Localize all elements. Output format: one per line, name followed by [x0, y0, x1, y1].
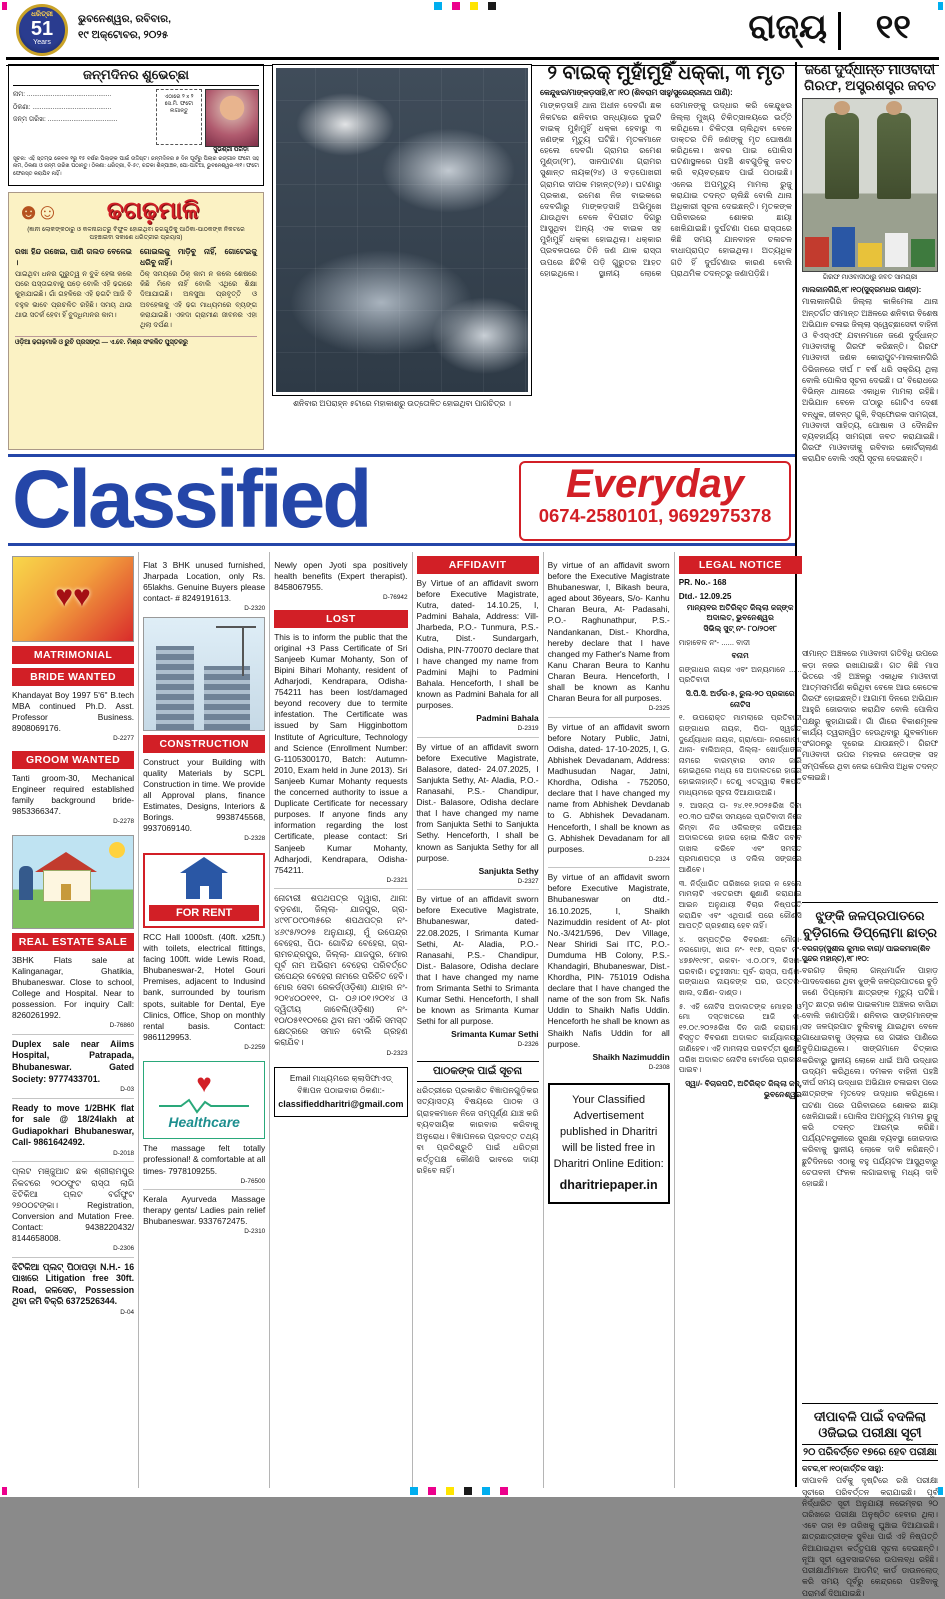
classified-ad [143, 928, 265, 1055]
classified-column-1 [8, 552, 139, 1488]
page-number: ୧୧ [875, 8, 911, 46]
house-door [61, 884, 71, 900]
news-column [802, 62, 938, 1598]
ad-id: D-2323 [386, 1049, 408, 1057]
humor-title: ଢଗଢ଼ମାଳି [106, 197, 200, 224]
classified-column-3 [270, 552, 412, 1488]
birthday-field-dob: ଜନ୍ମ ତାରିଖ: ...................................... [13, 116, 118, 124]
logo-years-label: Years [33, 39, 51, 46]
legal-notice-header: LEGAL NOTICE [679, 556, 802, 574]
masthead-date: ୧୯ ଅକ୍ଟୋବର, ୨୦୨୫ [78, 28, 169, 41]
epaper-url: dharitriepaper.in [559, 1177, 658, 1192]
article-dateline: ବରଗଡ଼(ସୁଶୀଲ କୁମାର ବାଗ)/ ପାଇକମାଳ(ଶିବ ସୁନ୍ଦର ମହାନ୍ତ),୧୮।୧୦: [802, 943, 931, 963]
birthday-child-photo [205, 89, 259, 147]
affidavit-ad [417, 574, 539, 737]
construction-image [143, 617, 265, 731]
legal-signature: ସ୍ୱା/- ବିଚାରପତି, ଅତିରିକ୍ତ ଜିଲ୍ଲା ଜଜ୍, ଭୁବନେଶ୍ୱର [685, 1078, 802, 1099]
ad-id: D-2259 [244, 1043, 266, 1051]
ad-id: D-2325 [648, 705, 670, 713]
ad-text: Newly open Jyoti spa positively health benefits (Expert therapist). 8458067955. [274, 560, 408, 593]
classified-column-5 [544, 552, 675, 1488]
birthday-title: ଜନ୍ମଦିନର ଶୁଭେଚ୍ଛା [13, 67, 259, 86]
humor-subtitle: (ଜ୍ଞାନୀ ଲୋକଙ୍କଠାରୁ ଓ କଳନାଜାତରୁ ବିଫୁଳ ହୋଇଥିବା ଢଗଗୁଡ଼ିକୁ ପାଠିକା-ପାଠକଙ୍କ ନିକଟରେ ପହଞ୍ଚାଇବା ସକାଶେ ଧରିତ୍ରୀର ପ୍ରୟାସ) [27, 226, 245, 242]
classified-phone-numbers: 0674-2580101, 9692975378 [538, 505, 772, 526]
affidavit-ad [548, 867, 670, 1075]
construction-header: CONSTRUCTION [143, 735, 265, 753]
classified-ad [274, 556, 407, 606]
classified-ad [12, 769, 134, 830]
article-body: ମାଲକାନଗିରି ଜିଲ୍ଲା କାଳିମେଳା ଥାନା ଅନ୍ତର୍ଗତ ସୀମାନ୍ତ ଅଞ୍ଚଳରେ ଶନିବାର ବିଶେଷ ଅଭିଯାନ ଚଳାଇ ଜିଲ୍ଲା ସ୍ୱେଚ୍ଛାସେବୀ ବାହିନୀ ଓ ବିଏସ୍ଏଫ୍ ଯବାନମାନେ ଜଣେ ଦୁର୍ଦ୍ଧାନ୍ତ ମାଓବାଦୀକୁ ଗିରଫ କରିଛନ୍ତି। ଗିରଫ ମାଓବାଦୀ ଜଣକ କୋରାପୁଟ-ମାଲକାନଗିରି ଡିଭିଜନରେ ଦୀର୍ଘ ୮ ବର୍ଷ ଧରି ସକ୍ରିୟ ଥିଲା ବୋଲି ପୋଲିସ ସୂଚନା ଦେଇଛି। ତା' ବିରୋଧରେ ବିଭିନ୍ନ ଥାନାରେ ଏକାଧିକ ମାମଲା ରହିଛି। ଅଭିଯାନ ବେଳେ ତା'ଠାରୁ ଗୋଟିଏ ଦେଶୀ ବନ୍ଧୁକ, ଜୀବନ୍ତ ଗୁଳି, ବିସ୍ଫୋରକ ସାମଗ୍ରୀ, ମାଓବାଦୀ ସାହିତ୍ୟ, ପୋଷାକ ଓ ଦୈନନ୍ଦିନ ବ୍ୟବହାର୍ଯ୍ୟ ସାମଗ୍ରୀ ଜବତ କରାଯାଇଛି। ଗିରଫ ମାଓବାଦୀକୁ ରବିବାର କୋର୍ଟଚାଲାଣ କରାଯିବ ବୋଲି ଏସ୍ପି ସୂଚନା ଦେଇଛନ୍ତି। [802, 297, 938, 464]
logo-name: ଧରିତ୍ରୀ [31, 11, 53, 18]
registration-mark [938, 1487, 943, 1495]
headline-line: ଜଣେ ଦୁର୍ଦ୍ଧାନ୍ତ ମାଓବାଦୀ [804, 62, 936, 77]
birthday-note: ସୂଚନା: ଏହି ସ୍ତମ୍ଭ କେବଳ ୧ରୁ ୧୫ ବର୍ଷର ପିଲାଙ୍କ ପାଇଁ ଉଦ୍ଦିଷ୍ଟ। ଜନ୍ମଦିନର ୭ ଦିନ ପୂର୍ବରୁ ପିଲାର ରଙ୍ଗୀନ ଫଟୋ ସହ ନାମ, ଠିକଣା ଓ ଜନ୍ମ ତାରିଖ ପଠାନ୍ତୁ। ଠିକଣା: ଧରିତ୍ରୀ, ବି-୫୯, ଚନ୍ଦକା ଶିଳ୍ପାଞ୍ଚଳ, ପୋ-ପାଟିଆ, ଭୁବନେଶ୍ୱର-୩୧। ଫଟୋ ଫେରସ୍ତ କରାଯିବ ନାହିଁ। [13, 156, 259, 177]
bride-wanted-header: BRIDE WANTED [12, 668, 134, 686]
legal-paragraph: ୧. ଉପରୋକ୍ତ ମାମଲାରେ ପ୍ରତିବାଦୀ ଗଙ୍ଗାଧର ନାୟକ, ପିତା- ସ୍ୱର୍ଗତ ଦୁର୍ଯ୍ୟୋଧନ ନାୟକ, ଗ୍ରା/ପୋ- ନରଗୋଡ଼ା, ଥାନା- ବାଲିଅନ୍ତା, ଜିଲ୍ଲା- ଖୋର୍ଦ୍ଧାଙ୍କ ନାମରେ ବାରମ୍ବାର ସମନ ଜାରି ହୋଇଥିଲେ ମଧ୍ୟ ସେ ଅଦାଲତରେ ହାଜର ହୋଇନାହାନ୍ତି। ତେଣୁ ଏତଦ୍ଦ୍ୱାରା ବିଜ୍ଞପ୍ତି ମାଧ୍ୟମରେ ସୂଚନା ଦିଆଯାଉଅଛି। [678, 713, 802, 797]
everyday-box [519, 461, 791, 541]
classified-ad [143, 1189, 265, 1240]
real-estate-image [12, 835, 134, 929]
reader-notice-text: ଧରିତ୍ରୀରେ ପ୍ରକାଶିତ ବିଜ୍ଞାପନଗୁଡ଼ିକର ସତ୍ୟାସତ୍ୟ ବିଷୟରେ ପାଠକ ଓ ଗ୍ରାହକମାନେ ନିଜେ ସମ୍ପୂର୍ଣ୍ଣ ଯାଞ୍ଚ କରି ବ୍ୟବସାୟିକ କାରବାର କରିବାକୁ ଅନୁରୋଧ। ବିଜ୍ଞାପନରେ ପ୍ରଦତ୍ତ ତଥ୍ୟ ବା ପ୍ରତିଶ୍ରୁତି ପାଇଁ ଧରିତ୍ରୀ କର୍ତ୍ତୃପକ୍ଷ କୌଣସି ଭାବରେ ଦାୟୀ ରହିବେ ନାହିଁ। [416, 1085, 539, 1176]
verse-text: ପାଇଥିବା ଧନର ଗୁରୁତ୍ୱ ନ ବୁଝି ହେଳା କଲେ ପରେ ପସ୍ତାଇବାକୁ ପଡ଼େ ବୋଲି ଏହି ଢଗରେ କୁହାଯାଇଛି। ଗାଁ ଗହଳିରେ ଏହି ଢଗଟି ଆଜି ବି ବହୁଳ ଭାବେ ପ୍ରଚଳିତ ରହିଛି। ସମୟ ଥାଉ ଥାଉ ସତର୍କ ହେବା ହିଁ ବୁଦ୍ଧିମାନର କାମ। [15, 271, 132, 319]
article-headline: ଦୀପାବଳି ପାଇଁ ବଦଳିଲା ଓଜିଇଇ ପରୀକ୍ଷା ସୂଚୀ [802, 1403, 938, 1442]
ad-id: D-2018 [113, 1150, 135, 1157]
email-label: Email ମାଧ୍ୟମରେ କ୍ଲାସିଫାଏଡ୍ ବିଜ୍ଞାପନ ପଠାଇବାର ଠିକଣା:- [289, 1074, 392, 1096]
affidavit-ad [417, 889, 539, 1053]
ad-text: By virtue of an affidavit sworn before Executive Magistrate, Bhubaneswar on dtd.- 16.10.2025, I, Shaikh Nazimuddin resident of At- plot No.-3/421/596, Dev Village, Near Shiridi Sai ITC, P.O.- Dumduma HB Colony, P.S.- Khandagiri, Bhubaneswar, Dist.- Khordha, PIN- 751019 Odisha declare that I have changed the name of the son from Sk. Nafis Uddin to Shaikh Nafis Uddin. Henceforth he shall be known as Shaikh Nafis Uddin for all purpose. [547, 872, 670, 1049]
hearts-icon: ♥♥ [55, 580, 91, 613]
ad-id: D-76500 [240, 1177, 266, 1185]
legal-rule: ସି.ପି.ସି. ଅର୍ଡର-୫, ରୁଲ-୨୦ ପ୍ରକାରେ ନୋଟିସ [685, 689, 795, 709]
birthday-child-name: ସୁଭଶ୍ରୀ ପରିଡ଼ା [213, 147, 249, 153]
photo-placeholder-box: ଏଠାରେ ୨ x ୨ ସେ.ମି. ଫଟୋ ଲଗାନ୍ତୁ [156, 89, 202, 145]
humor-verse-right [140, 246, 257, 331]
affidavit-ad [548, 556, 670, 717]
birthday-wishes-box [8, 64, 264, 186]
affidavit-ad [548, 717, 670, 868]
masthead-city: ଭୁବନେଶ୍ୱର, ରବିବାର, [78, 13, 172, 25]
ad-text: ନୋଟାରୀ ଶପଥପତ୍ର ଦ୍ୱାରା, ଥାନା: ବଡ଼ଚଣା, ଜିଲ୍ଲା- ଯାଜପୁର, ଗ୍ରା- ୪୯୧୮୦୯୦୩୫ରେ ଶପଥପତ୍ର ନଂ- ୪୬୯୫/୨୦୨୫ ଅନୁଯାୟୀ, ମୁଁ ଉପେନ୍ଦ୍ର ବେହେରା, ପିତା- ଗୋବିନ୍ଦ ବେହେରା, ଗ୍ରା- ରାମଚନ୍ଦ୍ରପୁର, ଜିଲ୍ଲା- ଯାଜପୁର, ମୋର ପୂର୍ବ ନାମ ଅଭିରାମ ବେହେରା ପରିବର୍ତ୍ତେ ଉପେନ୍ଦ୍ର ବେହେରା ନାମରେ ପରିଚିତ ହେବି। ମୋର ସେବା ରେକର୍ଡ(ଓଡ଼ିଶା) ଯାହାର ନଂ- ୨୦୧୪୦୦୧୧୧, ତା- ୦୬।୦୧।୨୦୧୪ ଓ ଦ୍ୱିତୀୟ ଜାବେଲି(ଓଡ଼ିଶା) ନଂ- ୧୦/୦୫୧୧୦୧ରେ ଥିବା ନାମ ଏଣିକି ସମସ୍ତ କ୍ଷେତ୍ରରେ ସମାନ ବୋଲି ଗ୍ରହଣ କରାଯିବ। [274, 893, 408, 1048]
masthead-divider [838, 12, 841, 50]
humor-credit: ଓଡ଼ିଆ ଢଗଢ଼ମାଳି ଓ ରୁଚି ପ୍ରସଙ୍ଗ — ଏ.ବେ. ମିଶ୍ର ସଂକଳିତ ପୁସ୍ତକରୁ [15, 336, 257, 347]
classified-ad [274, 628, 407, 889]
registration-mark [488, 2, 496, 10]
seized-items-photo [802, 98, 938, 272]
ad-text: Ready to move 1/2BHK flat for sale @ 18/24lakh at Gudiapokhari Bhubaneswar, Call- 9861642492. [12, 1102, 135, 1148]
legal-paragraph: ୩. ନିର୍ଦ୍ଧାରିତ ତାରିଖରେ ହାଜର ନ ହେଲେ ମାମଲାଟି ଏକତରଫା ଶୁଣାଣି କରାଯାଇ ଆଇନ ଅନୁଯାୟୀ ବିଚାର ନିଷ୍ପତ୍ତି କରାଯିବ ଏବଂ ଏଥିପାଇଁ ପରେ କୌଣସି ଆପତ୍ତି ଗ୍ରହଣୀୟ ହେବ ନାହିଁ। [678, 878, 802, 931]
headline-line: ଗିରଫ, ଅସ୍ତ୍ରଶସ୍ତ୍ର ଜବତ [804, 78, 936, 94]
legal-paragraph: ୪. ସମ୍ପତ୍ତିର ବିବରଣୀ: ମୌଜା- ନରଗୋଡ଼ା, ଖାତା ନଂ- ୧୯୭, ପ୍ଲଟ ନଂ- ୪୭୭/୧୯୨୮, ରକବା- ଏ.୦.୦୮୨, କିସମ- ଘରବାରି। ଚତୁଃସୀମା: ପୂର୍ବ- ରାସ୍ତା, ପଶ୍ଚିମ- ଗଙ୍ଗାଧର ନାୟକଙ୍କ ଘର, ଉତ୍ତର- ଖାଲ, ଦକ୍ଷିଣ- ଦାଣ୍ଡ। [678, 934, 802, 997]
verse-title: ଗୋଇଲକୁ ମାଡ଼ିବୁ ନାହିଁ, ଗୋଟେଇକୁ ଧରିବୁ ନାହିଁ। [140, 247, 257, 268]
classified-banner [8, 454, 795, 546]
registration-mark [2, 1487, 7, 1495]
classified-wordmark: Classified [12, 454, 370, 545]
affidavit-ad [417, 737, 539, 890]
birthday-field-name: ନାମ: .............................................. [13, 91, 112, 98]
ad-text: ଝିଟିକିଆ ପ୍ଲଟ୍ ପିଠାପଡ଼ା N.H.- 16 ପାଖରେ Litigation free 30ft. Road, ଜଳସେଚ, Possession ଥିବା ଜମି ବିକ୍ରି 6372526344. [12, 1261, 135, 1307]
legal-date: Dtd.- 12.09.25 [678, 592, 732, 602]
humor-column-box [8, 192, 264, 450]
police-figure [877, 113, 911, 199]
police-figure [825, 113, 859, 199]
ad-text: Kerala Ayurveda Massage therapy gents/ Ladies pain relief Bhubaneswar. 9337672475. [143, 1194, 266, 1227]
registration-mark [2, 2, 7, 10]
ad-id: D-03 [120, 1086, 135, 1094]
ad-signature: Padmini Bahala [476, 713, 539, 724]
heart-icon: ♥ [196, 1068, 212, 1099]
ad-signature: Sanjukta Sethy [478, 865, 539, 876]
seized-item [858, 243, 882, 267]
ad-id: D-2327 [517, 877, 539, 885]
ad-id: D-2306 [113, 1245, 135, 1253]
ad-text: 3BHK Flats sale at Kalinganagar, Ghatikia, Bhubaneswar. Close to school, College and Hospital. Near to possession. For inquiry Call: 8260261992. [12, 954, 135, 1021]
classified-grid [8, 552, 802, 1488]
ad-signature: Shaikh Nazimuddin [592, 1051, 670, 1062]
registration-mark [434, 2, 442, 10]
legal-versus: ବନାମ [731, 651, 749, 661]
article-body: ମାଙ୍କଡ଼ସାହି ଥାନା ଅଧୀନ ଦେବଗାଁ ଛକ ନିକଟରେ ଶନିବାର ସନ୍ଧ୍ୟାରେ ଦୁଇଟି ବାଇକ୍ ମୁହାଁମୁହିଁ ଧକ୍କା ହେବାରୁ ୩ ଜଣଙ୍କ ମୃତ୍ୟୁ ଘଟିଛି। ମୃତକମାନେ ହେଲେ ଦେବଗାଁ ଗ୍ରାମର ରମେଶ ମୁଣ୍ଡା(୨୮), ସାନପାଟଣା ଗ୍ରାମର ସୁଶାନ୍ତ ନାୟକ(୨୪) ଓ ବଡ଼ପୋଖରୀ ଗ୍ରାମର ଦୀପକ ମହାନ୍ତ(୨୬)। ଘଟଣାରୁ ପ୍ରକାଶ, ରମେଶ ନିଜ ବାଇକରେ ଦେବଗାଁରୁ ମାଙ୍କଡ଼ସାହି ଅଭିମୁଖେ ଯାଉଥିବା ବେଳେ ବିପରୀତ ଦିଗରୁ ଆସୁଥିବା ଅନ୍ୟ ଏକ ବାଇକ ସହ ମୁହାଁମୁହିଁ ଧକ୍କା ହୋଇଥିଲା। ଧକ୍କାର ପ୍ରବଳତାରେ ତିନି ଜଣ ଯାକ ରାସ୍ତା ଉପରେ ଛିଟିକି ପଡ଼ି ଗୁରୁତର ଆହତ ହୋଇଥିଲେ। ସ୍ଥାନୀୟ ଲୋକେ ସେମାନଙ୍କୁ ଉଦ୍ଧାର କରି କେନ୍ଦୁଝର ଜିଲ୍ଲା ମୁଖ୍ୟ ଚିକିତ୍ସାଳୟରେ ଭର୍ତ୍ତି କରିଥିଲେ। ଚିକିତ୍ସା ଚାଲିଥିବା ବେଳେ ଡାକ୍ତର ତିନି ଜଣଙ୍କୁ ମୃତ ଘୋଷଣା କରିଥିଲେ। ଖବର ପାଇ ପୋଲିସ ଘଟଣାସ୍ଥଳରେ ପହଞ୍ଚି ଶବଗୁଡ଼ିକୁ ଜବତ କରି ବ୍ୟବଚ୍ଛେଦ ପାଇଁ ପଠାଇଛି। ଏନେଇ ଅପମୃତ୍ୟୁ ମାମଲା ରୁଜୁ କରାଯାଇ ତଦନ୍ତ ଚାଲିଛି ବୋଲି ଥାନା ଅଧିକାରୀ ସୂଚନା ଦେଇଛନ୍ତି। ମୃତକଙ୍କ ପରିବାରରେ ଶୋକର ଛାୟା ଖେଳିଯାଇଛି। ଦୁର୍ଘଟଣା ପରେ ରାସ୍ତାରେ କିଛି ସମୟ ଯାନବାହନ ଚଳାଚଳ ବାଧାପ୍ରାପ୍ତ ହୋଇଥିଲା। ଅତ୍ୟଧିକ ଗତି ହିଁ ଦୁର୍ଘଟଣାର କାରଣ ବୋଲି ପ୍ରାଥମିକ ତଦନ୍ତରୁ ଜଣାପଡ଼ିଛି। [540, 101, 792, 278]
registration-mark [482, 1487, 490, 1495]
seized-item [911, 239, 935, 267]
birthday-form [13, 89, 156, 154]
registration-mark [470, 2, 478, 10]
ad-text: Tanti groom-30, Mechanical Engineer required established family background bride- 9853366347. [12, 772, 135, 817]
registration-mark [410, 1487, 418, 1495]
free-listing-text: Your Classified Advertisement published in Dharitri will be listed free in Dharitri Online Edition: [553, 1094, 664, 1171]
article-dateline: କଟକ,୧୮।୧୦(କାର୍ତ୍ତିକ ସାହୁ): [802, 1464, 884, 1474]
verse-title: ରଖା ହିନ୍ଦ ରଖେଇ, ପାଣି ଗଲଡ ବେଳେଇ । [15, 247, 132, 268]
birthday-field-address: ଠିକଣା: ........................................... [13, 103, 112, 111]
house-roof [35, 852, 97, 872]
ad-text: The massage felt totally professional! & comfortable at all times- 7978109255. [143, 1143, 266, 1176]
ad-id: D-2278 [113, 818, 135, 826]
seized-item [832, 227, 856, 267]
ad-signature: Srimanta Kumar Sethi [451, 1029, 539, 1040]
classified-column-6 [675, 552, 806, 1488]
classified-ad [12, 1161, 134, 1256]
article-body-continued: ସୀମାନ୍ତ ଅଞ୍ଚଳରେ ମାଓବାଦୀ ଗତିବିଧି ଉପରେ କଡ଼ା ନଜର ରଖାଯାଇଛି। ଗତ କିଛି ମାସ ଭିତରେ ଏହି ଅଞ୍ଚଳରୁ ଏକାଧିକ ମାଓବାଦୀ ଆତ୍ମସମର୍ପଣ କରିଥିବା ବେଳେ ଆଉ କେତେକ ଗିରଫ ହୋଇଛନ୍ତି। ଆଗାମୀ ଦିନରେ ଅଭିଯାନ ଆହୁରି ଜୋରଦାର କରାଯିବ ବୋଲି ପୋଲିସ ପକ୍ଷରୁ କୁହାଯାଇଛି। ଗାଁ ଗାଁରେ ବିକାଶମୂଳକ କାର୍ଯ୍ୟ ତ୍ୱରାନ୍ୱିତ ହେଉଥିବାରୁ ଯୁବକମାନେ ସଂଗଠନରୁ ଦୂରେଇ ଯାଉଛନ୍ତି। ଗିରଫ ମାଓବାଦୀ ଉପର ମହଲର ନେତାଙ୍କ ସହ ସମ୍ପର୍କରେ ଥିବା ନେଇ ପୋଲିସ ଅଧିକ ତଦନ୍ତ ଚଳାଇଛି। [802, 649, 938, 782]
legal-court: ମାନ୍ୟବର ଅତିରିକ୍ତ ଜିଲ୍ଲା ଜଜ୍‌ଙ୍କ ଅଦାଲତ, ଭୁବନେଶ୍ୱର [686, 602, 794, 623]
ad-id: D-04 [120, 1309, 135, 1316]
registration-mark [464, 1487, 472, 1495]
humor-verse-left [15, 246, 132, 331]
classified-column-4 [413, 552, 544, 1488]
classified-ad [143, 556, 265, 617]
ad-id: D-2319 [517, 725, 539, 733]
registration-mark [446, 1487, 454, 1495]
real-estate-header: REAL ESTATE SALE [12, 933, 134, 951]
article-bike-accident [540, 62, 792, 440]
article-subhead: ୨୦ ପରିବର୍ତ୍ତେ ୧୭ରେ ହେବ ପରୀକ୍ଷା [802, 1444, 938, 1461]
ad-text: By virtue of an affidavit sworn before Notary Public, Jatni, Odisha, dated- 17-10-2025, I, G. Abhishek Devadanam, Address: Madhusudan Nagar, Jatni, Khordha, Odisha - 752050, declare that I have changed my name from Abhishek Devdanab to G. Abhishek Devadanam. Henceforth, I shall be known as G. Abhishek Devadanam for all purposes. [547, 721, 670, 854]
masthead-dateline [78, 12, 171, 44]
legal-case-number: ସିଭିଲ୍ ସୁଟ୍ ନଂ- ୮୦/୨୦୧୮ [703, 623, 777, 633]
ad-text: Duplex sale near Aiims Hospital, Patrapada, Bhubaneswar. Gated Society: 9777433701. [12, 1038, 135, 1084]
ad-text: By Virtue of an affidavit sworn before Executive Magistrate, Kutra, dated- 14.10.25, I, Padmini Bahala, Address: Vill- Jharbeda, P.O.- Tunmura, P.S.-Kutra, Dist.- Sundargarh, Odisha, PIN-770070 declare that I have changed my name from Padmini Majhi to Padmini Bahala. Henceforth, I shall be known as Padmini Bahala for all purposes. [416, 578, 539, 711]
ad-id: D-76860 [109, 1022, 135, 1030]
seized-item [885, 233, 909, 267]
registration-mark [452, 2, 460, 10]
ad-text: Khandayat Boy 1997 5'6" B.tech MBA continued Ph.D. Asst. Professor Business. 8908069176. [12, 690, 135, 734]
ad-id: D-2308 [648, 1063, 670, 1071]
crane-icon [242, 626, 244, 676]
ad-text: By virtue of an affidavit sworn before Executive Magistrate, Balasore, dated- 24.07.2025, I Sanjukta Sethy, At- Aladia, P.O.- Ranasahi, P.S.- Chandipur, Dist.- Balasore, Odisha declare that I have changed my name from Sanjukta Sethi to Sanjukta Sethy. Henceforth, I shall be known as Sanjukta Sethy for all purpose. [416, 741, 539, 863]
anniversary-logo [16, 4, 68, 56]
ad-id: D-2326 [517, 1041, 539, 1049]
matrimonial-header: MATRIMONIAL [12, 646, 134, 664]
healthcare-label: Healthcare [168, 1114, 240, 1131]
sun-icon [109, 842, 125, 858]
ad-id: D-2328 [244, 835, 266, 843]
weather-caption: ଶନିବାର ଅପରାହ୍ନ ୫ଟାରେ ମହାକାଶରୁ ଉତ୍ତୋଳିତ ହୋଇଥିବା ପାଗଚିତ୍ର । [293, 399, 511, 408]
groom-wanted-header: GROOM WANTED [12, 751, 134, 769]
registration-mark [428, 1487, 436, 1495]
classified-ad [12, 686, 134, 747]
lost-header: LOST [274, 610, 407, 628]
ad-text: This is to inform the public that the original +3 Pass Certificate of Sri Sanjeeb Kumar Mohanty, Son of Bipini Bihari Mohanty, resident of Adharjodi, Kendrapara, Odisha-754211 has been lost/damaged beyond recovery due to termite infestation. The Certificate was issued by Sam Higginbottom Institute of Agriculture, Technology and Science (Enrollment Number: G-1105300170, Batch: Autumn-2010, Exam held in June 2013). Sri Sanjeeb Kumar Mohanty requests the concerned authority to issue a Duplicate Certificate for necessary purposes. If anyone finds any information regarding the lost Certificate, please contact: Sri Sanjeeb Kumar Mohanty, Adharjodi, Kendrapara, Odisha-754211. [274, 631, 408, 875]
legal-notice-body [679, 577, 802, 1100]
article-body: ଦୀପାବଳି ପର୍ବକୁ ଦୃଷ୍ଟିରେ ରଖି ପରୀକ୍ଷା ସୂଚୀରେ ପରିବର୍ତ୍ତନ କରାଯାଇଛି। ପୂର୍ବ ନିର୍ଦ୍ଧାରିତ ସୂଚୀ ଅନୁଯାୟୀ ନଭେମ୍ବର ୨୦ ତାରିଖରେ ପରୀକ୍ଷା ଅନୁଷ୍ଠିତ ହେବାର ଥିଲା। ଏବେ ତାହା ୧୭ ତାରିଖକୁ ଘୁଞ୍ଚାଇ ଦିଆଯାଇଛି। ଛାତ୍ରଛାତ୍ରୀଙ୍କ ସୁବିଧା ପାଇଁ ଏହି ନିଷ୍ପତ୍ତି ନିଆଯାଇଥିବା କର୍ତ୍ତୃପକ୍ଷ ସୂଚନା ଦେଇଛନ୍ତି। ନୂଆ ସୂଚୀ ୱେବସାଇଟରେ ଉପଲବ୍ଧ ରହିଛି। ପରୀକ୍ଷାର୍ଥୀମାନେ ଆଡମିଟ୍ କାର୍ଡ ଡାଉନଲୋଡ୍ କରି ସମୟ ପୂର୍ବରୁ କେନ୍ଦ୍ରରେ ପହଞ୍ଚିବାକୁ ପରାମର୍ଶ ଦିଆଯାଇଛି। [802, 1476, 938, 1598]
ad-text: By virtue of an affidavit sworn before Executive Magistrate, Bhubaneswar, dated- 22.08.2025, I Srimanta Kumar Sethi, At- Aladia, P.O.- Ranasahi, P.S.- Chandipur, Dist.- Balasore, Odisha declare that I have changed my name from Srimanta Sethi to Srimanta Kumar Sethi. Henceforth, I shall be known as Srimanta Kumar Sethi for all purpose. [416, 894, 539, 1027]
verse-text: ଠିକ୍ ସମୟରେ ଠିକ୍ କାମ ନ କଲେ ଶେଷରେ କିଛି ମିଳେ ନାହିଁ ବୋଲି ଏଥିରେ ଶିକ୍ଷା ଦିଆଯାଇଛି। ଅଳସୁଆ ପ୍ରବୃତ୍ତି ଓ ଅବହେଳାକୁ ଏହି ଢଗ ମାଧ୍ୟମରେ ବ୍ୟଙ୍ଗ କରାଯାଇଛି। ଏକଦା ଗ୍ରାମୀଣ ଜୀବନର ଏହା ଥିଲା ଦର୍ପଣ। [140, 271, 257, 329]
ad-text: Flat 3 BHK unused furnished, Jharpada Location, only Rs. 65lakhs. Genuine Buyers please contact- # 8249191613. [143, 560, 266, 604]
classified-ad [274, 888, 407, 1061]
seized-item [805, 237, 829, 267]
legal-party: ଗଙ୍ଗାଧର ନାୟକ ଏବଂ ଅନ୍ୟମାନେ ...... ପ୍ରତିବାଦୀ [678, 664, 802, 685]
legal-paragraph: ୨. ଆସନ୍ତା ତା- ୨୪.୧୧.୨୦୨୫ରିଖ ଦିବା ୧୦.୩୦ ଘଟିକା ସମୟରେ ପ୍ରତିବାଦୀ ନିଜେ କିମ୍ବା ନିଜ ଓକିଲଙ୍କ ଜରିଆରେ ଅଦାଲତରେ ହାଜର ହୋଇ ଲିଖିତ ଜବାବ ଦାଖଲ କରିବେ ଏବଂ ସମସ୍ତ ପ୍ରମାଣପତ୍ର ଓ ଦଲିଲ ସଙ୍ଗରେ ଆଣିବେ। [678, 801, 802, 874]
ad-id: D-2310 [244, 1228, 266, 1236]
ad-text: Construct your Building with quality Materials by SCPL Construction in time. We provide all Approval plans, finance Estimates, Designs, Interiors & Borings. 9938745568, 9937069140. [143, 756, 266, 834]
ad-text: By virtue of an affidavit sworn before the Executive Magistrate Bhubaneswar, I, Bikash beura, aged about 36years, S/o- Kanhu Charan Beura, At- Padasahi, P.O.- Raghunathpur, P.S.- Nandankanan, Dist.- Khordha, hereby declare that I have changed my Father's Name from Kanu Charan Beura to Kanhu Charan Beura. Henceforth, I shall be known as Kanhu Charan Beura for all purposes. [547, 560, 670, 704]
ad-id: D-2321 [386, 876, 408, 884]
registration-mark [938, 2, 943, 10]
free-listing-box [548, 1083, 670, 1204]
ad-id: D-2320 [244, 605, 266, 613]
classified-column-2 [139, 552, 270, 1488]
legal-party: ମାହାବେଳ ନଂ- ...... ବାଦୀ [678, 637, 751, 647]
satellite-image [272, 64, 532, 396]
reader-notice-title: ପାଠକଙ୍କ ପାଇଁ ସୂଚନା [417, 1061, 539, 1082]
classified-ad [12, 1034, 134, 1098]
pulse-line-icon [159, 1098, 249, 1114]
article-headline: ଝୁଙ୍କି ଜଳପ୍ରପାତରେ ବୁଡ଼ିଗଲେ ଡିପ୍ଲୋମା ଛାତ୍ର [802, 902, 938, 941]
ad-id: D-76942 [383, 594, 408, 602]
healthcare-box [143, 1061, 265, 1139]
legal-pr-number: PR. No.- 168 [678, 578, 727, 587]
building-illustration [156, 646, 194, 730]
ad-text: RCC Hall 1000sft. (40ft. x25ft.) with toilets, electrical fittings, facing 100ft. wide Lewis Road, Bhubaneswar-2, Hotel Gouri Premises, adjacent to Indusind bank, surrounded by tourism spots, suitable for Dental, Eye Clinics, Office, Shop on monthly rental basis. Contact: 9861129953. [143, 931, 266, 1042]
affidavit-header: AFFIDAVIT [417, 556, 539, 574]
matrimonial-image [12, 556, 134, 642]
classified-ad [12, 951, 134, 1034]
article-dateline: ମାଲକାନଗିରି,୧୮।୧୦(ସୁକ୍ରମଧର ପାଣ୍ଡ): [802, 285, 922, 295]
agent-figure [19, 866, 33, 900]
cartoon-faces-icon: ☻☺ [17, 199, 55, 224]
classified-ad [143, 753, 265, 847]
ad-text: ପ୍ଲଟ ମଞ୍ଜୁଆତ ଛକ ଶ୍ରୀରାମପୁର ନିକଟରେ ୨୦୦ଫୁଟ ରାସ୍ତା ଲାଗି ଝିଟିକିଆ ପ୍ଲଟ ବର୍ଗଫୁଟ ୨୭୦୦ଟଙ୍କା। Registration, Conversion and Mutation Free. Contact: 9438220432/ 8144658008. [12, 1166, 135, 1244]
logo-years: 51 [30, 18, 54, 40]
seized-items [805, 223, 935, 267]
ad-id: D-2324 [648, 855, 670, 863]
email-address: classifieddharitri@gmail.com [278, 1098, 404, 1109]
for-rent-label: FOR RENT [149, 905, 259, 921]
article-headline [802, 62, 938, 94]
article-dateline: କେନ୍ଦୁଝର/ମାଙ୍କଡ଼ସାହି,୧୮।୧୦ (ଶିବରାମ ସାହୁ/ସୁରେନ୍ଦ୍ରନାଥ ପାଣି): [540, 88, 733, 98]
classified-ad [12, 1257, 134, 1321]
ad-id: D-2277 [113, 735, 135, 743]
for-rent-box [143, 853, 265, 928]
classified-ad [143, 1139, 265, 1189]
everyday-wordmark: Everyday [566, 462, 744, 506]
house-icon [186, 873, 222, 899]
email-submission-box [274, 1067, 407, 1117]
photo-caption: ଗିରଫ ମାଓବାଦୀଠାରୁ ଜବତ ସାମଗ୍ରୀ [822, 274, 918, 282]
article-body: ବରଗଡ଼ ଜିଲ୍ଲା ଗନ୍ଧମାର୍ଦ୍ଦନ ପାହାଡ଼ ପାଦଦେଶରେ ଥିବା ଝୁଙ୍କି ଜଳପ୍ରପାତରେ ବୁଡ଼ି ଜଣେ ଡିପ୍ଲୋମା ଛାତ୍ରଙ୍କ ମୃତ୍ୟୁ ଘଟିଛି। ମୃତ ଛାତ୍ର ଜଣକ ପାଇକମାଳ ଅଞ୍ଚଳର ବାସିନ୍ଦା ବୋଲି ଜଣାପଡ଼ିଛି। ଶନିବାର ସାଙ୍ଗମାନଙ୍କ ସହ ଜଳପ୍ରପାତ ବୁଲିବାକୁ ଯାଇଥିବା ବେଳେ ଗାଧୋଇବାକୁ ଓହ୍ଲାଇ ସେ ଗଭୀର ପାଣିରେ ବୁଡ଼ିଯାଇଥିଲେ। ସାଙ୍ଗମାନେ ଚିତ୍କାର କରିବାରୁ ସ୍ଥାନୀୟ ଲୋକେ ଧାଇଁ ଆସି ଉଦ୍ଧାର ଉଦ୍ୟମ କରିଥିଲେ। ଦମକଳ ବାହିନୀ ପହଞ୍ଚି ଦୀର୍ଘ ସମୟ ଉଦ୍ଧାର ଅଭିଯାନ ଚଳାଇବା ପରେ ଛାତ୍ରଙ୍କ ମୃତଦେହ ଉଦ୍ଧାର କରିଥିଲେ। ଘଟଣା ପରେ ପରିବାରରେ ଶୋକର ଛାୟା ଖେଳିଯାଇଛି। ପୋଲିସ ଅପମୃତ୍ୟୁ ମାମଲା ରୁଜୁ କରି ତଦନ୍ତ ଆରମ୍ଭ କରିଛି। ପର୍ଯ୍ୟଟନସ୍ଥଳୀରେ ସୁରକ୍ଷା ବ୍ୟବସ୍ଥା ଜୋରଦାର କରିବାକୁ ସ୍ଥାନୀୟ ଲୋକେ ଦାବି କରିଛନ୍ତି। ଛୁଟିଦିନରେ ଏଠାକୁ ବହୁ ପର୍ଯ୍ୟଟକ ଆସୁଥିବାରୁ ଚେତାବନୀ ଫଳକ ଲଗାଇବାକୁ ମଧ୍ୟ ଦାବି ହୋଇଛି। [802, 965, 938, 1189]
classified-ad [12, 1098, 134, 1162]
section-title: ରାଜ୍ୟ [748, 8, 827, 46]
weather-figure [272, 64, 532, 409]
article-headline: ୨ ବାଇକ୍ ମୁହାଁମୁହିଁ ଧକ୍କା, ୩ ମୃତ [547, 62, 785, 84]
legal-paragraph: ୫. ଏହି ନୋଟିସ ଅଦାଲତଙ୍କ ମୋହର ଓ ମୋ ଦସ୍ତଖତରେ ଆଜି ତା- ୧୨.୦୯.୨୦୨୫ରିଖ ଦିନ ଜାରି କରାଗଲା। ବିସ୍ତୃତ ବିବରଣୀ ଅଦାଲତ କାର୍ଯ୍ୟାଳୟରୁ ଜାଣିହେବ। ଏହି ମାମଲାର ପରବର୍ତ୍ତୀ ଶୁଣାଣି ତାରିଖ ଅଦାଲତ ନୋଟିସ ବୋର୍ଡରେ ପ୍ରକାଶ ପାଇବ। [678, 1001, 802, 1075]
registration-mark [500, 1487, 508, 1495]
